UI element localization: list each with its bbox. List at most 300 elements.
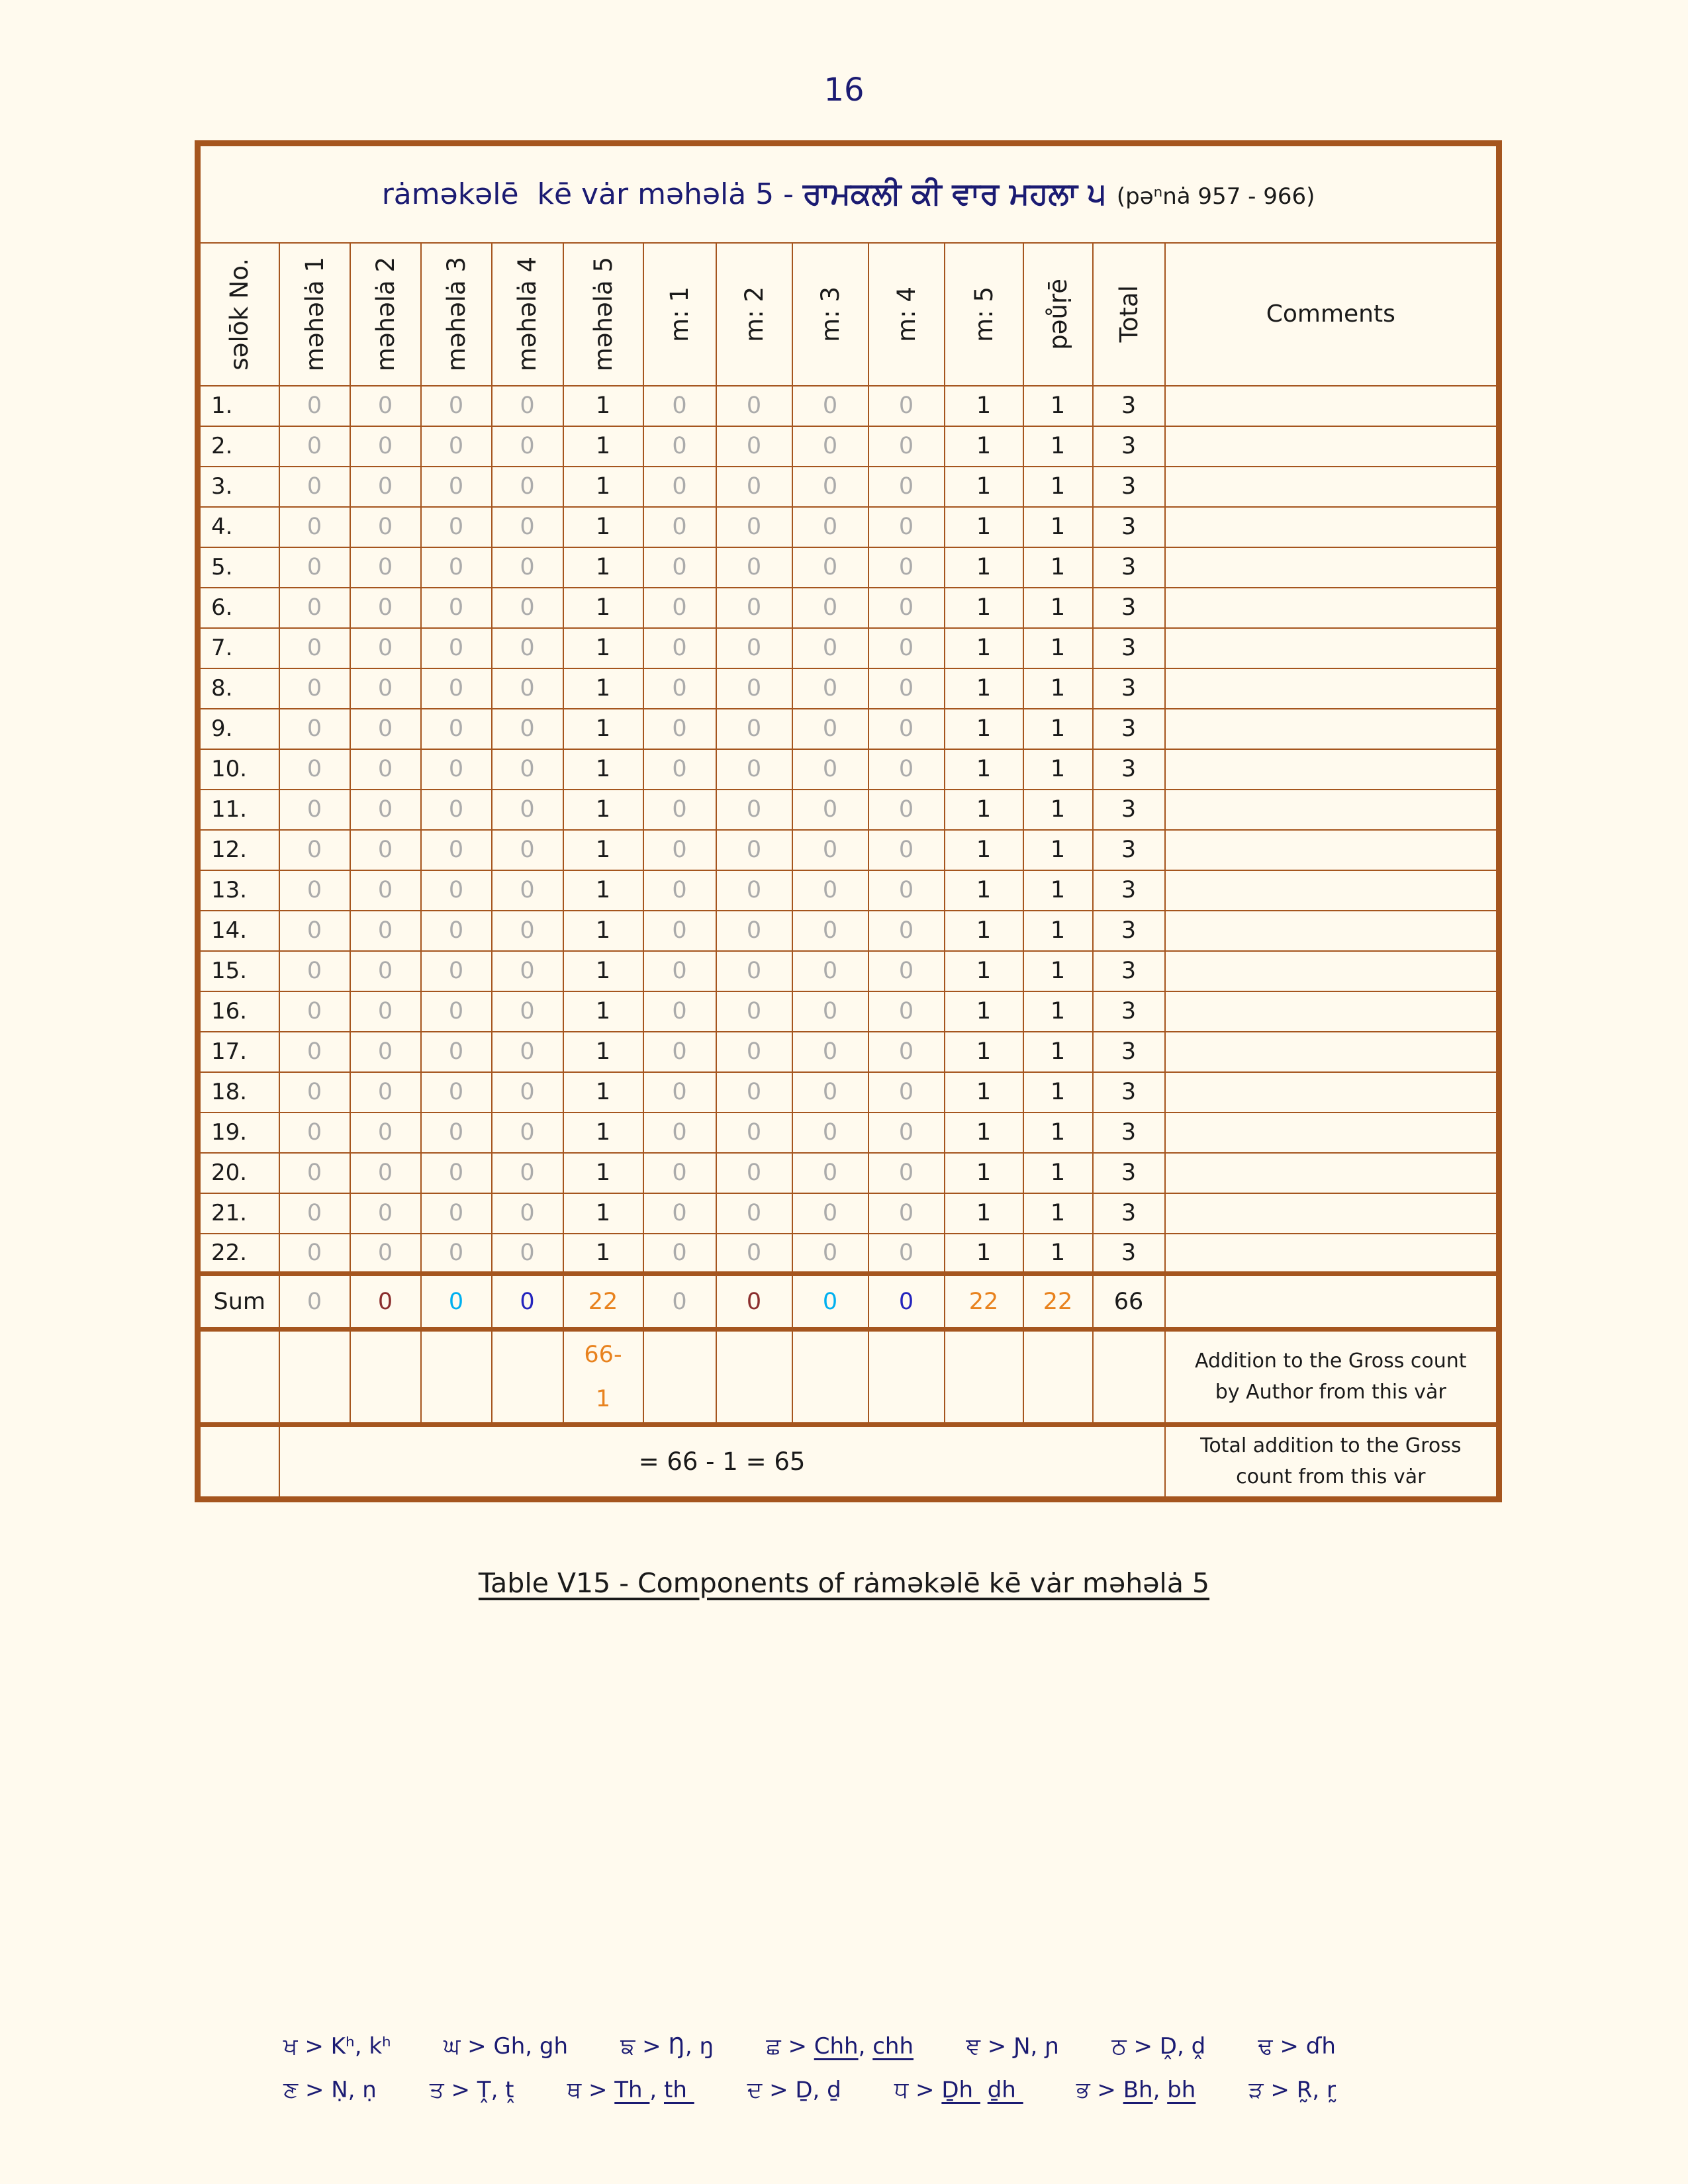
legend-latin: , xyxy=(649,2077,664,2103)
legend-row-1 xyxy=(283,2033,1336,2060)
value-cell: 0 xyxy=(643,1193,716,1234)
sum-value-cell: 22 xyxy=(563,1274,643,1330)
value-cell: 0 xyxy=(792,1072,868,1113)
value-cell: 0 xyxy=(868,628,945,668)
value-cell: 0 xyxy=(792,547,868,588)
value-cell: 3 xyxy=(1093,991,1165,1032)
value-cell: 1 xyxy=(945,830,1023,870)
legend-item: ਖ > Kʰ, kʰ xyxy=(283,2033,391,2060)
value-cell: 0 xyxy=(421,386,492,426)
sum-value-cell: 22 xyxy=(1023,1274,1093,1330)
value-cell: 0 xyxy=(643,1072,716,1113)
table-row xyxy=(198,951,1499,991)
table-row xyxy=(198,507,1499,547)
table-row xyxy=(198,588,1499,628)
value-cell: 0 xyxy=(350,628,421,668)
sum-value-cell: 0 xyxy=(350,1274,421,1330)
value-cell: 0 xyxy=(792,709,868,749)
legend-gurmukhi-letter: ਞ xyxy=(966,2033,980,2060)
value-cell: 0 xyxy=(643,668,716,709)
table-row xyxy=(198,790,1499,830)
value-cell: 0 xyxy=(868,1234,945,1274)
empty-cell xyxy=(492,1330,563,1425)
column-header-m-5: m: 5 xyxy=(945,243,1023,386)
value-cell: 0 xyxy=(421,1153,492,1193)
value-cell: 0 xyxy=(643,749,716,790)
legend-latin: Ŋ, ŋ xyxy=(668,2033,714,2060)
addition-value-top: 66- xyxy=(584,1342,622,1368)
value-cell: 1 xyxy=(945,1193,1023,1234)
value-cell: 0 xyxy=(279,1234,350,1274)
value-cell: 3 xyxy=(1093,467,1165,507)
sum-value-cell: 0 xyxy=(421,1274,492,1330)
comment-cell xyxy=(1165,911,1499,951)
sum-value-cell: 0 xyxy=(279,1274,350,1330)
legend-gurmukhi-letter: ਛ xyxy=(766,2033,781,2060)
value-cell: 3 xyxy=(1093,830,1165,870)
value-cell: 1 xyxy=(563,870,643,911)
row-label: 11. xyxy=(198,790,279,830)
value-cell: 0 xyxy=(279,709,350,749)
value-cell: 0 xyxy=(350,588,421,628)
row-label: 14. xyxy=(198,911,279,951)
value-cell: 0 xyxy=(279,790,350,830)
table-row xyxy=(198,911,1499,951)
value-cell: 0 xyxy=(716,1113,792,1153)
value-cell: 0 xyxy=(350,668,421,709)
value-cell: 0 xyxy=(279,467,350,507)
value-cell: 0 xyxy=(350,1072,421,1113)
table-row xyxy=(198,467,1499,507)
value-cell: 1 xyxy=(563,467,643,507)
components-table xyxy=(195,140,1502,1502)
value-cell: 0 xyxy=(643,547,716,588)
value-cell: 1 xyxy=(563,1193,643,1234)
value-cell: 1 xyxy=(945,426,1023,467)
value-cell: 3 xyxy=(1093,951,1165,991)
value-cell: 0 xyxy=(868,991,945,1032)
value-cell: 3 xyxy=(1093,1072,1165,1113)
value-cell: 0 xyxy=(492,668,563,709)
comment-cell xyxy=(1165,749,1499,790)
value-cell: 0 xyxy=(643,588,716,628)
value-cell: 1 xyxy=(563,1072,643,1113)
comment-cell xyxy=(1165,830,1499,870)
value-cell: 0 xyxy=(350,1193,421,1234)
value-cell: 0 xyxy=(350,507,421,547)
value-cell: 0 xyxy=(716,709,792,749)
legend-gurmukhi-letter: ਢ xyxy=(1258,2033,1273,2060)
value-cell: 0 xyxy=(868,1072,945,1113)
comment-cell xyxy=(1165,467,1499,507)
value-cell: 0 xyxy=(421,911,492,951)
value-cell: 0 xyxy=(792,668,868,709)
value-cell: 1 xyxy=(1023,507,1093,547)
value-cell: 0 xyxy=(421,628,492,668)
value-cell: 1 xyxy=(945,386,1023,426)
value-cell: 0 xyxy=(350,1234,421,1274)
value-cell: 0 xyxy=(792,507,868,547)
value-cell: 0 xyxy=(868,467,945,507)
comment-cell xyxy=(1165,709,1499,749)
value-cell: 0 xyxy=(792,1113,868,1153)
row-label: 7. xyxy=(198,628,279,668)
value-cell: 0 xyxy=(350,547,421,588)
value-cell: 1 xyxy=(945,1072,1023,1113)
empty-cell xyxy=(198,1330,279,1425)
value-cell: 1 xyxy=(945,588,1023,628)
value-cell: 0 xyxy=(279,1113,350,1153)
table-header-row xyxy=(198,243,1499,386)
table-title xyxy=(198,144,1499,243)
column-header-comments: Comments xyxy=(1165,243,1499,386)
value-cell: 0 xyxy=(643,507,716,547)
value-cell: 1 xyxy=(563,507,643,547)
legend-latin: Gh, gh xyxy=(493,2033,569,2060)
addition-row xyxy=(198,1330,1499,1425)
value-cell: 0 xyxy=(716,588,792,628)
table-row xyxy=(198,749,1499,790)
value-cell: 0 xyxy=(643,467,716,507)
legend-item: ਦ > Ḏ, ḏ xyxy=(747,2077,841,2103)
value-cell: 1 xyxy=(945,951,1023,991)
value-cell: 0 xyxy=(868,1193,945,1234)
value-cell: 0 xyxy=(492,547,563,588)
row-label: 21. xyxy=(198,1193,279,1234)
legend-row-2 xyxy=(283,2077,1336,2103)
value-cell: 0 xyxy=(421,507,492,547)
table-row xyxy=(198,547,1499,588)
value-cell: 0 xyxy=(492,1153,563,1193)
value-cell: 0 xyxy=(350,709,421,749)
value-cell: 0 xyxy=(716,547,792,588)
legend-item: ਣ > Ṇ, ṇ xyxy=(283,2077,377,2103)
row-label: 17. xyxy=(198,1032,279,1072)
value-cell: 0 xyxy=(792,951,868,991)
row-label: 15. xyxy=(198,951,279,991)
value-cell: 1 xyxy=(1023,749,1093,790)
value-cell: 0 xyxy=(792,991,868,1032)
value-cell: 0 xyxy=(492,426,563,467)
value-cell: 1 xyxy=(1023,1113,1093,1153)
value-cell: 0 xyxy=(716,870,792,911)
value-cell: 1 xyxy=(945,749,1023,790)
value-cell: 0 xyxy=(792,588,868,628)
value-cell: 1 xyxy=(563,709,643,749)
value-cell: 0 xyxy=(716,1193,792,1234)
value-cell: 0 xyxy=(716,467,792,507)
value-cell: 0 xyxy=(279,1072,350,1113)
value-cell: 1 xyxy=(563,1113,643,1153)
value-cell: 0 xyxy=(792,1193,868,1234)
value-cell: 0 xyxy=(643,628,716,668)
value-cell: 0 xyxy=(868,870,945,911)
page-number: 16 xyxy=(823,71,865,109)
table-row xyxy=(198,628,1499,668)
value-cell: 0 xyxy=(643,870,716,911)
value-cell: 0 xyxy=(643,1113,716,1153)
empty-cell xyxy=(350,1330,421,1425)
legend-gurmukhi-letter: ੜ xyxy=(1248,2077,1264,2103)
legend-item: ਭ > Bh, bh xyxy=(1076,2077,1196,2103)
legend-latin: Ṱ, ṱ xyxy=(477,2077,514,2103)
value-cell: 3 xyxy=(1093,911,1165,951)
comment-cell xyxy=(1165,386,1499,426)
value-cell: 1 xyxy=(1023,426,1093,467)
value-cell: 0 xyxy=(792,386,868,426)
value-cell: 0 xyxy=(868,790,945,830)
value-cell: 3 xyxy=(1093,386,1165,426)
value-cell: 0 xyxy=(279,911,350,951)
value-cell: 0 xyxy=(492,628,563,668)
value-cell: 1 xyxy=(563,668,643,709)
title-latin: rȧmǝkǝlē kē vȧr mǝhǝlȧ 5 - xyxy=(381,177,804,212)
comment-cell xyxy=(1165,426,1499,467)
value-cell: 1 xyxy=(563,1032,643,1072)
value-cell: 0 xyxy=(716,1234,792,1274)
value-cell: 0 xyxy=(421,709,492,749)
value-cell: 0 xyxy=(643,911,716,951)
value-cell: 0 xyxy=(643,790,716,830)
value-cell: 1 xyxy=(945,467,1023,507)
value-cell: 0 xyxy=(868,588,945,628)
legend-gurmukhi-letter: ਙ xyxy=(620,2033,635,2060)
legend-latin: ḏh xyxy=(987,2077,1023,2103)
value-cell: 3 xyxy=(1093,1153,1165,1193)
legend-item: ਞ > Ɲ, ɲ xyxy=(966,2033,1060,2060)
value-cell: 1 xyxy=(563,1234,643,1274)
sum-value-cell: 0 xyxy=(868,1274,945,1330)
value-cell: 0 xyxy=(350,1153,421,1193)
sum-label: Sum xyxy=(198,1274,279,1330)
title-gurmukhi: ਰਾਮਕਲੀ ਕੀ ਵਾਰ ਮਹਲਾ ੫ xyxy=(803,175,1117,212)
row-label: 3. xyxy=(198,467,279,507)
value-cell: 0 xyxy=(350,386,421,426)
value-cell: 1 xyxy=(563,911,643,951)
value-cell: 0 xyxy=(643,951,716,991)
value-cell: 1 xyxy=(1023,1072,1093,1113)
empty-cell xyxy=(792,1330,868,1425)
row-label: 6. xyxy=(198,588,279,628)
value-cell: 0 xyxy=(716,1072,792,1113)
row-label: 16. xyxy=(198,991,279,1032)
value-cell: 0 xyxy=(279,1032,350,1072)
value-cell: 0 xyxy=(279,951,350,991)
value-cell: 1 xyxy=(1023,870,1093,911)
value-cell: 0 xyxy=(492,911,563,951)
row-label: 19. xyxy=(198,1113,279,1153)
legend-latin: th xyxy=(664,2077,694,2103)
value-cell: 3 xyxy=(1093,547,1165,588)
value-cell: 0 xyxy=(421,1113,492,1153)
value-cell: 0 xyxy=(492,951,563,991)
value-cell: 0 xyxy=(492,467,563,507)
empty-cell xyxy=(421,1330,492,1425)
value-cell: 3 xyxy=(1093,1193,1165,1234)
value-cell: 0 xyxy=(421,870,492,911)
value-cell: 0 xyxy=(421,1234,492,1274)
comment-cell xyxy=(1165,668,1499,709)
value-cell: 0 xyxy=(868,1032,945,1072)
sum-value-cell: 66 xyxy=(1093,1274,1165,1330)
column-header-mahala-3: mǝhǝlȧ 3 xyxy=(421,243,492,386)
legend-gurmukhi-letter: ਣ xyxy=(283,2077,299,2103)
value-cell: 0 xyxy=(643,991,716,1032)
value-cell: 0 xyxy=(868,386,945,426)
value-cell: 1 xyxy=(1023,386,1093,426)
legend-gurmukhi-letter: ਤ xyxy=(429,2077,444,2103)
value-cell: 3 xyxy=(1093,790,1165,830)
column-header-mahala-5: mǝhǝlȧ 5 xyxy=(563,243,643,386)
legend-gurmukhi-letter: ਠ xyxy=(1111,2033,1127,2060)
value-cell: 1 xyxy=(945,628,1023,668)
value-cell: 1 xyxy=(945,1153,1023,1193)
value-cell: 0 xyxy=(279,991,350,1032)
row-label: 22. xyxy=(198,1234,279,1274)
value-cell: 0 xyxy=(421,1193,492,1234)
row-label: 18. xyxy=(198,1072,279,1113)
table-row xyxy=(198,991,1499,1032)
empty-cell xyxy=(716,1330,792,1425)
value-cell: 1 xyxy=(945,870,1023,911)
value-cell: 0 xyxy=(643,386,716,426)
value-cell: 0 xyxy=(716,668,792,709)
column-header-mahala-1: mǝhǝlȧ 1 xyxy=(279,243,350,386)
sum-row xyxy=(198,1274,1499,1330)
value-cell: 0 xyxy=(792,1153,868,1193)
value-cell: 3 xyxy=(1093,668,1165,709)
value-cell: 1 xyxy=(1023,830,1093,870)
table-row xyxy=(198,1193,1499,1234)
legend-gurmukhi-letter: ਘ xyxy=(444,2033,461,2060)
legend-gurmukhi-letter: ਦ xyxy=(747,2077,763,2103)
legend-latin: Th xyxy=(614,2077,650,2103)
value-cell: 0 xyxy=(421,547,492,588)
sum-value-cell: 0 xyxy=(792,1274,868,1330)
legend-gurmukhi-letter: ਧ xyxy=(894,2077,909,2103)
comment-cell xyxy=(1165,870,1499,911)
value-cell: 1 xyxy=(563,790,643,830)
value-cell: 0 xyxy=(492,507,563,547)
legend-gurmukhi-letter: ਥ xyxy=(567,2077,582,2103)
value-cell: 3 xyxy=(1093,588,1165,628)
value-cell: 0 xyxy=(350,790,421,830)
total-formula-cell: = 66 - 1 = 65 xyxy=(279,1425,1165,1500)
value-cell: 0 xyxy=(643,1234,716,1274)
value-cell: 0 xyxy=(716,1032,792,1072)
value-cell: 0 xyxy=(421,426,492,467)
sum-value-cell: 0 xyxy=(716,1274,792,1330)
value-cell: 0 xyxy=(868,547,945,588)
value-cell: 0 xyxy=(868,1153,945,1193)
sum-value-cell: 0 xyxy=(492,1274,563,1330)
table-row xyxy=(198,709,1499,749)
value-cell: 0 xyxy=(716,1153,792,1193)
value-cell: 0 xyxy=(792,1234,868,1274)
value-cell: 1 xyxy=(1023,588,1093,628)
legend-latin: Ḏ, ḏ xyxy=(795,2077,841,2103)
value-cell: 1 xyxy=(1023,467,1093,507)
value-cell: 0 xyxy=(868,709,945,749)
value-cell: 1 xyxy=(563,830,643,870)
value-cell: 0 xyxy=(643,1153,716,1193)
value-cell: 0 xyxy=(492,991,563,1032)
value-cell: 0 xyxy=(492,790,563,830)
value-cell: 0 xyxy=(350,951,421,991)
value-cell: 1 xyxy=(1023,1032,1093,1072)
value-cell: 0 xyxy=(350,870,421,911)
table-title-row xyxy=(198,144,1499,243)
value-cell: 0 xyxy=(716,628,792,668)
empty-cell xyxy=(868,1330,945,1425)
value-cell: 1 xyxy=(563,991,643,1032)
value-cell: 0 xyxy=(792,830,868,870)
value-cell: 0 xyxy=(792,749,868,790)
value-cell: 0 xyxy=(716,386,792,426)
table-row xyxy=(198,870,1499,911)
value-cell: 1 xyxy=(945,1234,1023,1274)
legend-item: ਙ > Ŋ, ŋ xyxy=(620,2033,714,2060)
column-header-mahala-4: mǝhǝlȧ 4 xyxy=(492,243,563,386)
column-header-m-4: m: 4 xyxy=(868,243,945,386)
value-cell: 1 xyxy=(945,790,1023,830)
table-body xyxy=(198,386,1499,1274)
value-cell: 1 xyxy=(945,668,1023,709)
value-cell: 1 xyxy=(945,911,1023,951)
value-cell: 0 xyxy=(421,467,492,507)
empty-cell xyxy=(279,1330,350,1425)
value-cell: 0 xyxy=(279,588,350,628)
legend-latin: chh xyxy=(872,2033,914,2060)
value-cell: 0 xyxy=(792,426,868,467)
comment-cell xyxy=(1165,1113,1499,1153)
value-cell: 0 xyxy=(421,668,492,709)
legend-latin: Bh xyxy=(1123,2077,1153,2103)
value-cell: 1 xyxy=(1023,911,1093,951)
row-label: 13. xyxy=(198,870,279,911)
value-cell: 1 xyxy=(945,709,1023,749)
value-cell: 1 xyxy=(945,991,1023,1032)
addition-comment-cell: Addition to the Gross count by Author from this vȧr xyxy=(1165,1330,1499,1425)
value-cell: 1 xyxy=(1023,628,1093,668)
column-header-total: Total xyxy=(1093,243,1165,386)
table-row xyxy=(198,830,1499,870)
table-row xyxy=(198,1072,1499,1113)
value-cell: 3 xyxy=(1093,709,1165,749)
value-cell: 0 xyxy=(279,507,350,547)
value-cell: 1 xyxy=(563,588,643,628)
legend-latin: Ḏh xyxy=(941,2077,980,2103)
value-cell: 3 xyxy=(1093,426,1165,467)
value-cell: 0 xyxy=(492,749,563,790)
empty-cell xyxy=(643,1330,716,1425)
value-cell: 1 xyxy=(945,1032,1023,1072)
value-cell: 0 xyxy=(868,830,945,870)
value-cell: 0 xyxy=(492,1113,563,1153)
value-cell: 0 xyxy=(279,547,350,588)
row-label: 1. xyxy=(198,386,279,426)
value-cell: 0 xyxy=(716,426,792,467)
legend-gurmukhi-letter: ਭ xyxy=(1076,2077,1090,2103)
legend-latin: Chh xyxy=(814,2033,859,2060)
value-cell: 0 xyxy=(792,467,868,507)
value-cell: 0 xyxy=(716,991,792,1032)
comment-cell xyxy=(1165,790,1499,830)
table-row xyxy=(198,668,1499,709)
value-cell: 1 xyxy=(1023,709,1093,749)
legend-item: ਠ > Ḓ, ḓ xyxy=(1111,2033,1206,2060)
table-row xyxy=(198,1234,1499,1274)
